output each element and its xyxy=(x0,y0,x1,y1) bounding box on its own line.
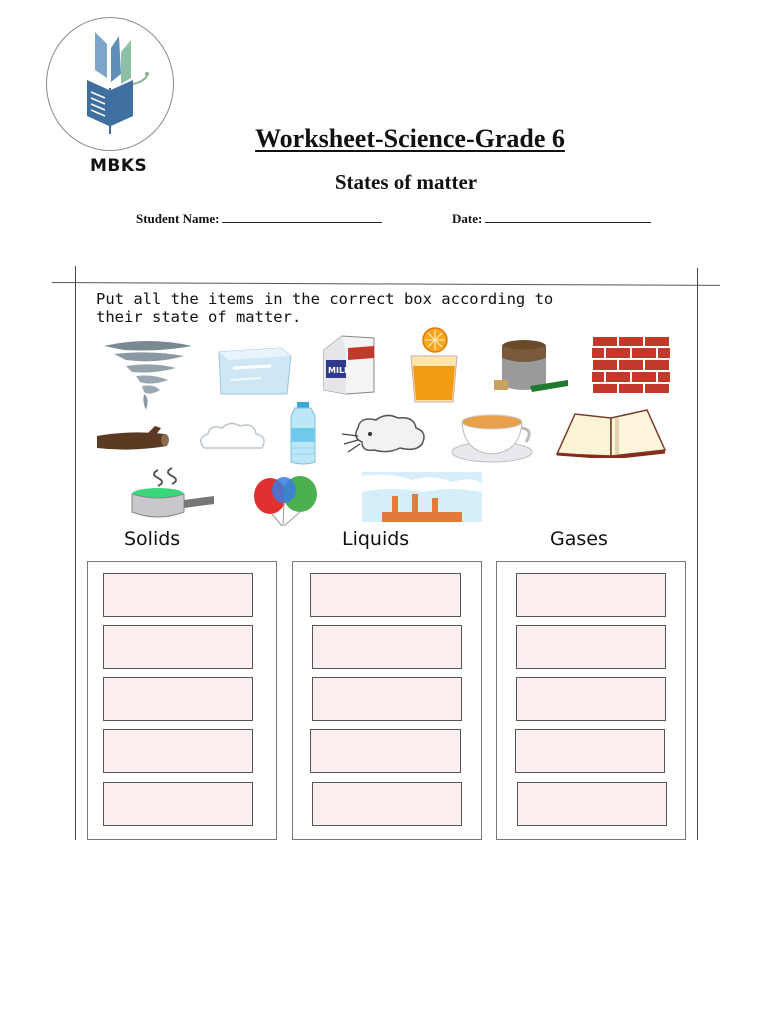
column-heading-gases: Gases xyxy=(550,528,608,550)
date-line[interactable] xyxy=(485,211,651,223)
book-icon[interactable] xyxy=(555,408,667,458)
log-icon[interactable] xyxy=(95,426,171,454)
liquids-slot-5[interactable] xyxy=(312,782,462,826)
gases-slot-2[interactable] xyxy=(516,625,666,669)
instructions-line-1: Put all the items in the correct box according to xyxy=(96,290,554,308)
milk-carton-icon[interactable] xyxy=(318,334,378,396)
frame-top-border xyxy=(52,282,720,286)
gases-column xyxy=(496,561,686,840)
student-name-line[interactable] xyxy=(222,211,382,223)
solids-slot-5[interactable] xyxy=(103,782,253,826)
column-heading-solids: Solids xyxy=(124,528,181,550)
logo-text: MBKS xyxy=(90,156,148,176)
student-name-label: Student Name: xyxy=(136,211,220,226)
date-label: Date: xyxy=(452,211,483,226)
orange-juice-icon[interactable] xyxy=(405,326,463,404)
instructions-line-2: their state of matter. xyxy=(96,308,302,326)
liquids-slot-1[interactable] xyxy=(310,573,461,617)
gases-slot-1[interactable] xyxy=(516,573,666,617)
gases-slot-4[interactable] xyxy=(515,729,665,773)
solids-slot-1[interactable] xyxy=(103,573,253,617)
ice-cube-icon[interactable] xyxy=(211,344,295,398)
instructions xyxy=(96,290,696,326)
brick-wall-icon[interactable] xyxy=(592,336,670,394)
solids-slot-2[interactable] xyxy=(103,625,253,669)
solids-slot-3[interactable] xyxy=(103,677,253,721)
frame-right-border xyxy=(697,268,698,840)
date-field[interactable] xyxy=(452,211,651,227)
factory-smoke-icon[interactable] xyxy=(362,472,482,522)
frame-left-border xyxy=(75,266,76,840)
gases-slot-3[interactable] xyxy=(516,677,666,721)
balloons-icon[interactable] xyxy=(250,476,322,528)
column-heading-liquids: Liquids xyxy=(342,528,410,550)
cloud-icon[interactable] xyxy=(196,420,268,456)
liquids-slot-4[interactable] xyxy=(310,729,461,773)
solids-column xyxy=(87,561,277,840)
paint-can-icon[interactable] xyxy=(490,336,570,400)
liquids-slot-2[interactable] xyxy=(312,625,462,669)
tornado-icon[interactable] xyxy=(100,338,196,412)
wind-cloud-icon[interactable] xyxy=(340,412,430,458)
liquids-slot-3[interactable] xyxy=(312,677,462,721)
student-name-field[interactable] xyxy=(136,211,382,227)
liquids-column xyxy=(292,561,482,840)
gases-slot-5[interactable] xyxy=(517,782,667,826)
svg-text:MILK: MILK xyxy=(328,366,351,375)
page-subtitle: States of matter xyxy=(334,170,478,194)
water-bottle-icon[interactable] xyxy=(285,402,321,466)
steaming-pot-icon[interactable] xyxy=(128,464,216,520)
solids-slot-4[interactable] xyxy=(103,729,253,773)
tea-cup-icon[interactable] xyxy=(450,408,536,466)
page-title: Worksheet-Science-Grade 6 xyxy=(255,124,565,153)
